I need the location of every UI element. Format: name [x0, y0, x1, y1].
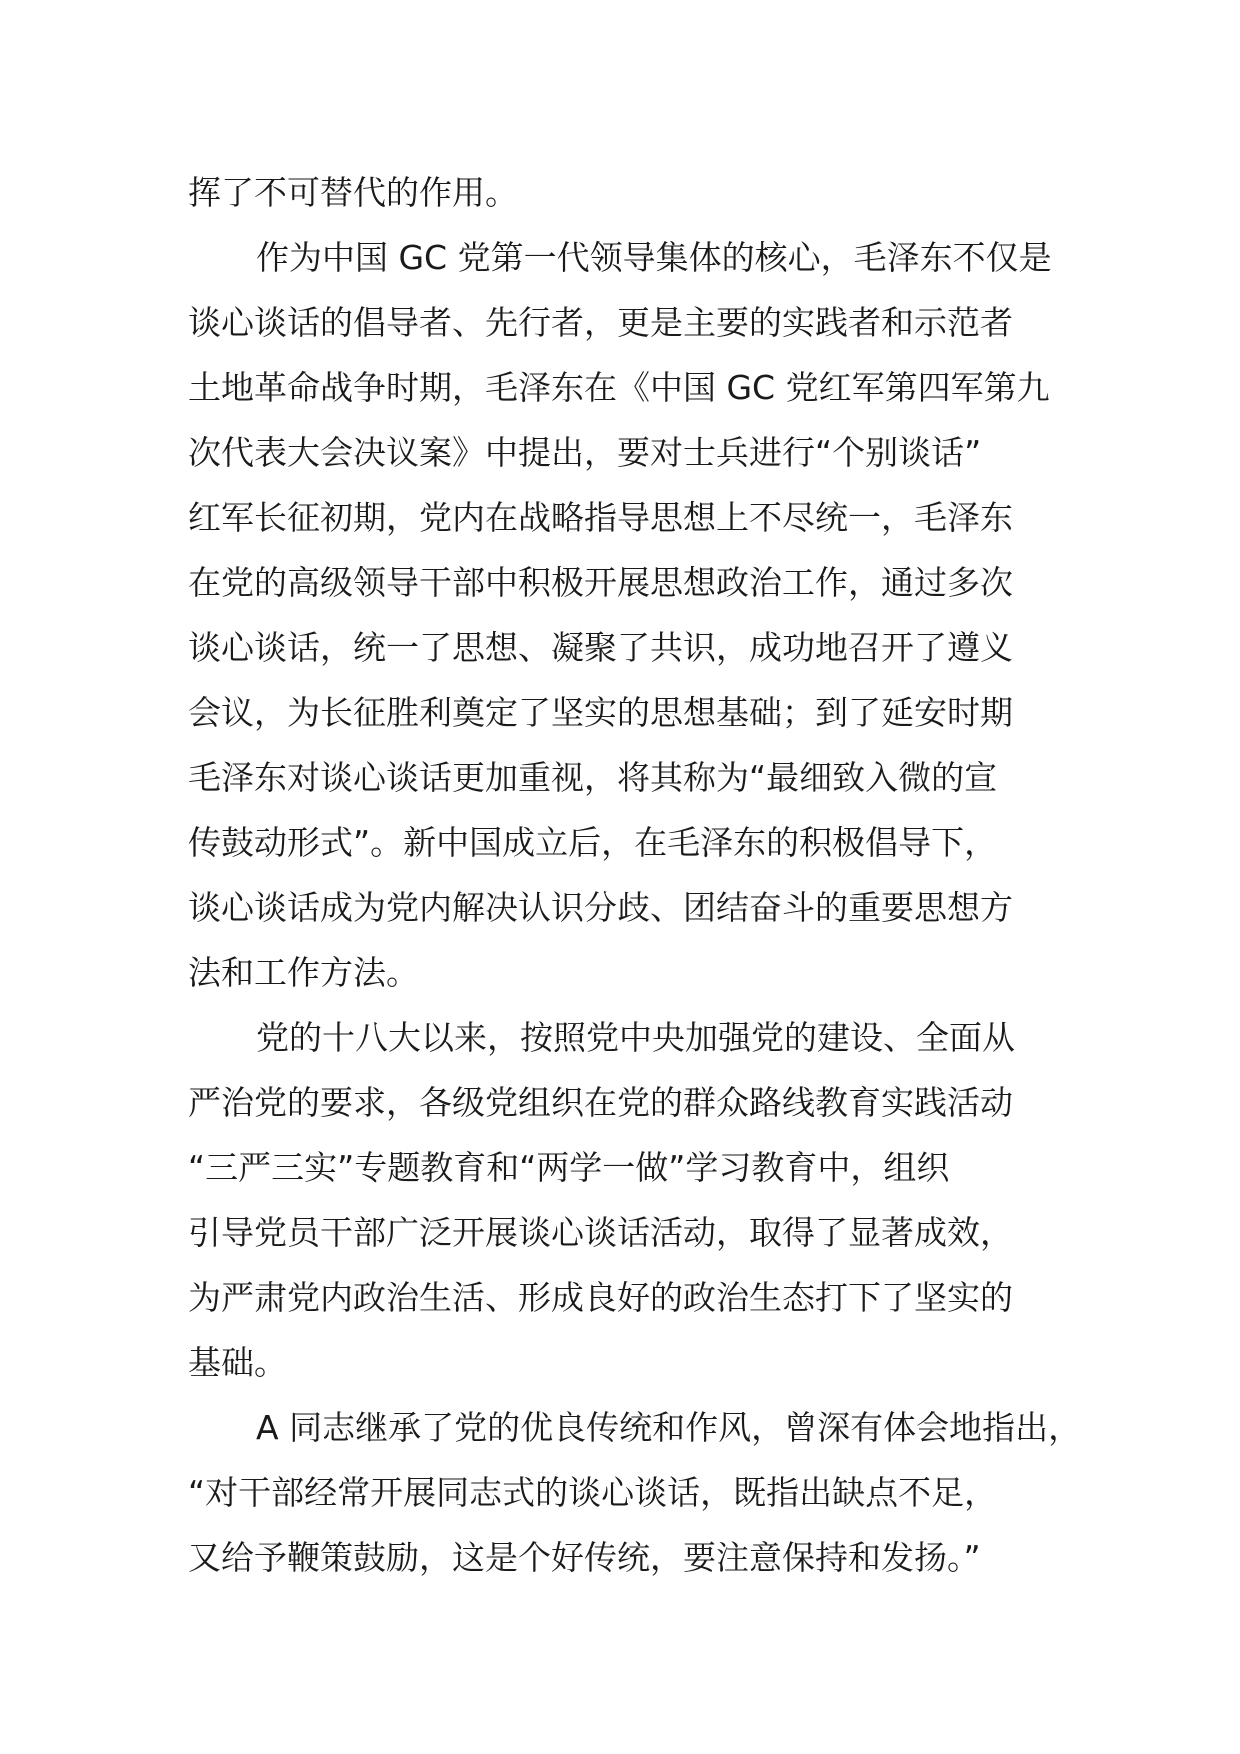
text-line-15: 严治党的要求，各级党组织在党的群众路线教育实践活动 [188, 1083, 1013, 1122]
text-line-6: 红军长征初期，党内在战略指导思想上不尽统一，毛泽东 [188, 498, 1013, 537]
text-line-9: 会议，为长征胜利奠定了坚实的思想基础；到了延安时期 [188, 693, 1013, 732]
text-line-19: 基础。 [188, 1343, 287, 1382]
text-line-3: 谈心谈话的倡导者、先行者，更是主要的实践者和示范者 [188, 303, 1013, 342]
text-line-8: 谈心谈话，统一了思想、凝聚了共识，成功地召开了遵义 [188, 628, 1013, 667]
text-line-4: 土地革命战争时期，毛泽东在《中国 GC 党红军第四军第九 [188, 368, 1050, 407]
text-line-21: “对干部经常开展同志式的谈心谈话，既指出缺点不足， [188, 1473, 998, 1512]
text-line-2: 作为中国 GC 党第一代领导集体的核心，毛泽东不仅是 [256, 238, 1052, 277]
text-line-5: 次代表大会决议案》中提出，要对士兵进行“个别谈话” [188, 433, 982, 472]
text-line-13: 法和工作方法。 [188, 953, 419, 992]
document-body [188, 160, 1082, 1590]
text-line-7: 在党的高级领导干部中积极开展思想政治工作，通过多次 [188, 563, 1013, 602]
text-line-18: 为严肃党内政治生活、形成良好的政治生态打下了坚实的 [188, 1278, 1013, 1317]
text-line-14: 党的十八大以来，按照党中央加强党的建设、全面从 [256, 1018, 1015, 1057]
text-line-11: 传鼓动形式”。新中国成立后，在毛泽东的积极倡导下， [188, 823, 998, 862]
text-line-20: A 同志继承了党的优良传统和作风，曾深有体会地指出， [256, 1408, 1082, 1447]
text-line-22: 又给予鞭策鼓励，这是个好传统，要注意保持和发扬。” [188, 1538, 981, 1577]
text-line-12: 谈心谈话成为党内解决认识分歧、团结奋斗的重要思想方 [188, 888, 1013, 927]
text-line-1: 挥了不可替代的作用。 [188, 173, 518, 212]
text-line-10: 毛泽东对谈心谈话更加重视，将其称为“最细致入微的宣 [188, 758, 998, 797]
text-line-17: 引导党员干部广泛开展谈心谈话活动，取得了显著成效， [188, 1213, 1013, 1252]
text-line-16: “三严三实”专题教育和“两学一做”学习教育中，组织 [188, 1148, 950, 1187]
